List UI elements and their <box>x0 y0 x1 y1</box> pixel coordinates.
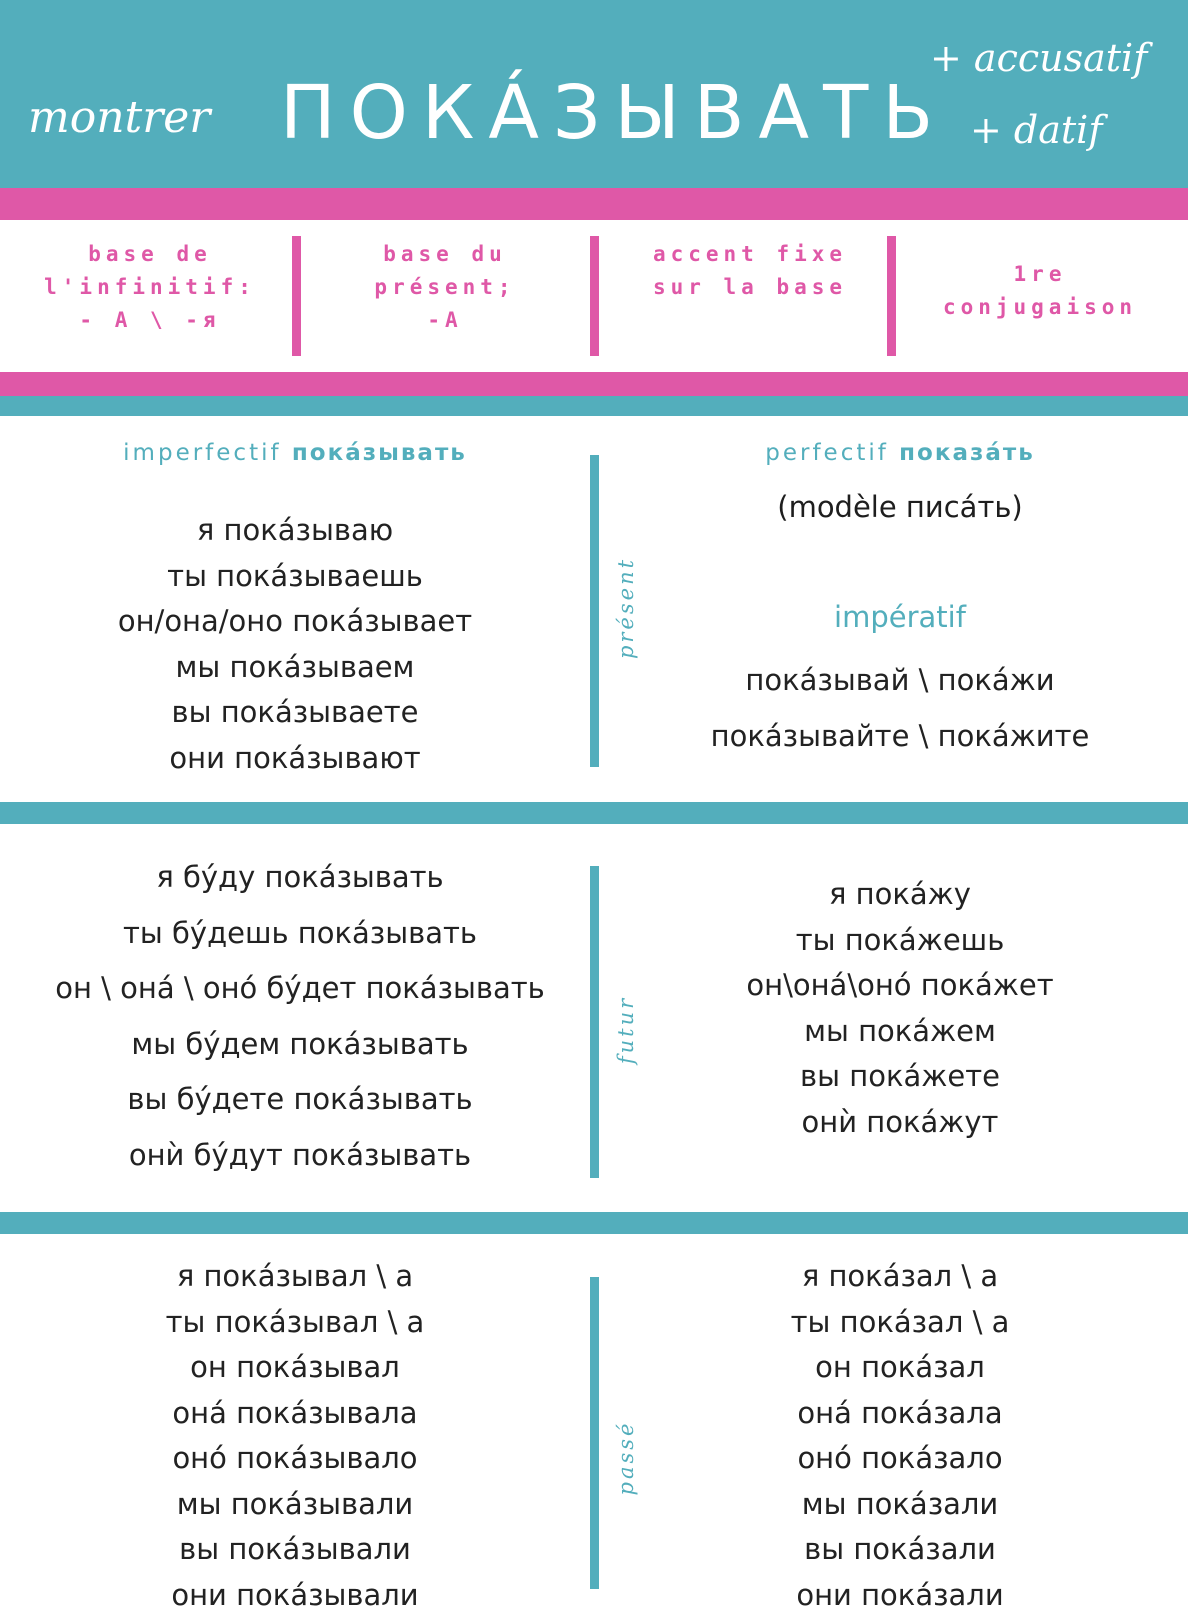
teal-divider-future <box>0 802 1188 824</box>
info-line: base de <box>88 242 212 266</box>
conjugation-row: мы покáзываем <box>175 649 415 684</box>
conjugation-row: мы бýдем покáзывать <box>131 1026 469 1061</box>
info-line: l'infinitif: <box>44 275 256 299</box>
conjugation-row: я покáзал \ а <box>801 1259 999 1293</box>
case-accusative: + accusatif <box>930 36 1148 80</box>
conjugation-row: ты покáзываешь <box>167 558 423 593</box>
conjugation-row: ты бýдешь покáзывать <box>123 915 477 950</box>
conjugation-row: он/она/оно покáзывает <box>117 604 473 638</box>
info-line: accent fixe <box>652 242 848 266</box>
conjugation-row: он \ онá \ онó бýдет покáзывать <box>55 971 545 1005</box>
conjugation-row: он покáзал <box>815 1350 985 1384</box>
present-imperfective-list <box>40 508 550 781</box>
info-line: base du <box>383 242 507 266</box>
teal-divider-mid <box>0 396 1188 416</box>
conjugation-row: онá покáзала <box>797 1395 1003 1430</box>
conjugation-row: я бýду покáзывать <box>156 860 444 894</box>
conjugation-row: я покáжу <box>829 877 971 911</box>
present-separator <box>590 455 599 767</box>
conjugation-row: вы покáжете <box>800 1059 1000 1093</box>
perfective-model-note: (modèle писáть) <box>777 490 1023 524</box>
info-line: sur la base <box>652 275 848 299</box>
conjugation-row: вы покáзали <box>804 1532 996 1566</box>
info-separator <box>292 236 301 356</box>
info-line: - А \ -я <box>79 308 221 332</box>
verb-title: ПОКÁЗЫВАТЬ <box>280 70 948 156</box>
conjugation-row: они покáзывали <box>171 1577 419 1612</box>
past-imperfective-list <box>40 1254 550 1618</box>
imperfective-heading <box>60 440 530 466</box>
translation-text: montrer <box>28 92 211 143</box>
present-label: présent <box>614 556 638 660</box>
info-line: présent; <box>374 275 516 299</box>
info-stress <box>610 238 890 304</box>
conjugation-row: вы покáзывали <box>179 1532 411 1566</box>
conjugation-row: вы бýдете покáзывать <box>127 1082 473 1116</box>
conjugation-row: вы покáзываете <box>171 695 419 729</box>
past-separator <box>590 1277 599 1589</box>
conjugation-row: они покáзывают <box>169 740 421 775</box>
info-present-base <box>315 238 575 337</box>
info-line: 1re <box>1013 262 1067 286</box>
conjugation-row: они покáзали <box>796 1577 1004 1612</box>
info-separator <box>590 236 599 356</box>
conjugation-row: ты покáзывал \ а <box>165 1304 425 1339</box>
pink-divider-mid <box>0 372 1188 396</box>
imperative-row: покáзывай \ покáжи <box>745 663 1055 697</box>
future-imperfective-list <box>20 850 580 1183</box>
imperative-row: покáзывайте \ покáжите <box>710 719 1090 753</box>
past-label: passé <box>614 1420 638 1496</box>
future-separator <box>590 866 599 1178</box>
info-conjugation <box>905 258 1175 324</box>
imperfective-verb: покáзывать <box>291 440 467 466</box>
info-line: conjugaison <box>942 295 1138 319</box>
conjugation-row: мы покáзывали <box>176 1486 414 1521</box>
imperfective-label: imperfectif <box>123 440 282 466</box>
perfective-heading <box>670 440 1130 466</box>
info-separator <box>887 236 896 356</box>
conjugation-row: ты покáзал \ а <box>790 1304 1010 1339</box>
conjugation-row: я покáзывал \ а <box>176 1259 414 1293</box>
conjugation-row: онѝ бýдут покáзывать <box>128 1137 472 1172</box>
conjugation-row: мы покáжем <box>804 1013 996 1048</box>
teal-divider-past <box>0 1212 1188 1234</box>
conjugation-row: мы покáзали <box>801 1486 999 1521</box>
case-dative: + datif <box>970 108 1103 152</box>
conjugation-row: я покáзываю <box>196 513 394 547</box>
imperative-list <box>660 652 1140 764</box>
future-label: futur <box>614 995 638 1065</box>
info-line: -А <box>427 308 463 332</box>
conjugation-row: онó покáзывало <box>172 1441 418 1475</box>
imperative-title: impératif <box>834 600 966 634</box>
conjugation-row: он\онá\онó покáжет <box>746 968 1054 1002</box>
conjugation-row: онѝ покáжут <box>801 1104 999 1139</box>
perfective-verb: показáть <box>899 440 1035 466</box>
conjugation-row: онá покáзывала <box>172 1395 418 1430</box>
conjugation-row: он покáзывал <box>190 1350 400 1384</box>
past-perfective-list <box>660 1254 1140 1618</box>
pink-divider-top <box>0 188 1188 220</box>
conjugation-row: ты покáжешь <box>795 922 1005 957</box>
info-infinitive-base <box>20 238 280 337</box>
conjugation-row: онó покáзало <box>797 1441 1003 1475</box>
future-perfective-list <box>660 872 1140 1145</box>
perfective-label: perfectif <box>765 440 889 466</box>
